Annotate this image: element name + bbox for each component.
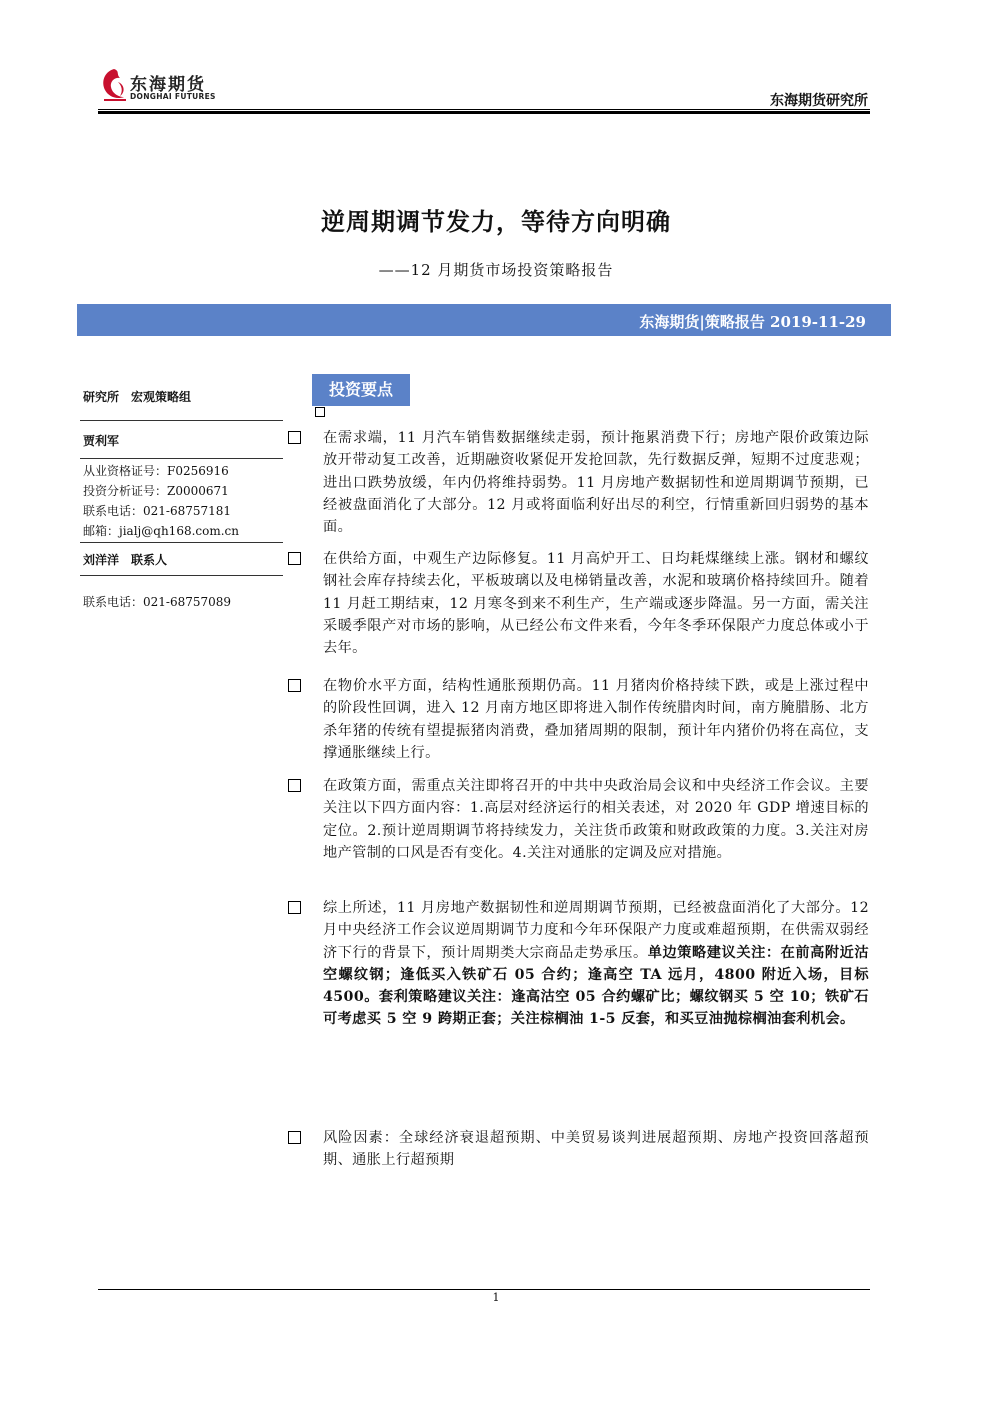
checkbox-icon xyxy=(288,779,301,792)
header-rule-thick xyxy=(98,111,870,114)
summary-text: 综上所述，11 月房地产数据韧性和逆周期调节预期，已经被盘面消化了大部分。12 月中央经济工作会议逆周期调节力度和今年环保限产力度或难超预期，在供需双弱经济下行的背景下，预计周期类大宗商品走势承压。 xyxy=(323,900,869,961)
report-title: 逆周期调节发力，等待方向明确 xyxy=(321,208,671,236)
checkbox-icon xyxy=(288,552,301,565)
sidebar-divider xyxy=(80,458,283,459)
key-point-paragraph: 在物价水平方面，结构性通胀预期仍高。11 月猪肉价格持续下跌，或是上涨过程中的阶段性回调，进入 12 月南方地区即将进入制作传统腊肉时间，南方腌腊肠、北方杀年猪的传统有望提振猪肉消费，叠加猪周期的限制，预计年内猪价仍将在高位，支撑通胀继续上行。 xyxy=(323,678,869,761)
key-point-paragraph: 在供给方面，中观生产边际修复。11 月高炉开工、日均耗煤继续上涨。钢材和螺纹钢社会库存持续去化，平板玻璃以及电梯销量改善，水泥和玻璃价格持续回升。随着 11 月赶工期结束，12 月寒冬到来不利生产，生产端或逐步降温。另一方面，需关注采暖季限产对市场的影响，从已经公布文件来看，今年冬季环保限产力度总体或小于去年。 xyxy=(323,551,869,657)
analyst-phone: 联系电话：021-68757181 xyxy=(83,504,232,518)
checkbox-icon xyxy=(288,679,301,692)
report-band-text: 东海期货|策略报告 2019-11-29 xyxy=(639,313,866,331)
institute-name: 东海期货研究所 xyxy=(770,93,868,109)
checkbox-icon xyxy=(288,901,301,914)
key-point-paragraph: 在需求端，11 月汽车销售数据继续走弱，预计拖累消费下行；房地产限价政策边际放开带动复工改善，近期融资收紧促开发抢回款，先行数据反弹，短期不过度悲观；进出口跌势放缓，年内仍将维持弱势。11 月房地产数据韧性和逆周期调节预期，已经被盘面消化了大部分。12 月或将面临利好出尽的利空，行情重新回归弱势的基本面。 xyxy=(323,430,869,536)
analyst-email: 邮箱：jialj@qh168.com.cn xyxy=(83,524,239,538)
strategy-recommendation: 单边策略建议关注：在前高附近沽空螺纹钢；逢低买入铁矿石 05 合约；逢高空 TA 远月，4800 附近入场，目标 4500。套利策略建议关注：逢高沽空 05 合约螺矿比；螺纹钢买 5 空 10；铁矿石可考虑买 5 空 9 跨期正套；关注棕榈油 1-5 反套，和买豆油抛棕榈油套利机会。 xyxy=(323,944,869,1028)
checkbox-icon xyxy=(288,431,301,444)
checkbox-icon xyxy=(288,1131,301,1144)
key-point-paragraph: 在政策方面，需重点关注即将召开的中共中央政治局会议和中央经济工作会议。主要关注以下四方面内容：1.高层对经济运行的相关表述，对 2020 年 GDP 增速目标的定位。2.预计逆周期调节将持续发力，关注货币政策和财政政策的力度。3.关注对房地产管制的口风是否有变化。4.关注对通胀的定调及应对措施。 xyxy=(323,778,869,861)
contact-name: 刘洋洋 联系人 xyxy=(83,553,168,567)
footer-rule xyxy=(98,1289,870,1290)
contact-phone: 联系电话：021-68757089 xyxy=(83,595,232,609)
dragon-logo-icon xyxy=(98,66,130,106)
sidebar-divider xyxy=(80,575,283,576)
logo-text-en: DONGHAI FUTURES xyxy=(130,92,216,101)
analyst-invest-cert: 投资分析证号：Z0000671 xyxy=(83,484,229,498)
checkbox-icon xyxy=(315,407,325,417)
sidebar-divider xyxy=(80,420,283,421)
analyst-name: 贾利军 xyxy=(83,434,120,448)
sidebar-divider xyxy=(80,542,283,543)
analyst-qualification: 从业资格证号：F0256916 xyxy=(83,464,229,478)
key-points-tag: 投资要点 xyxy=(312,374,410,406)
page-number: 1 xyxy=(492,1291,500,1304)
header-rule-thin xyxy=(98,109,870,110)
summary-paragraph xyxy=(323,897,869,1031)
risk-factors: 风险因素：全球经济衰退超预期、中美贸易谈判进展超预期、房地产投资回落超预期、通胀上行超预期 xyxy=(323,1130,869,1169)
logo-text-cn: 东海期货 xyxy=(130,75,206,95)
sidebar-group: 研究所 宏观策略组 xyxy=(83,390,192,404)
report-subtitle: ——12 月期货市场投资策略报告 xyxy=(378,261,614,279)
